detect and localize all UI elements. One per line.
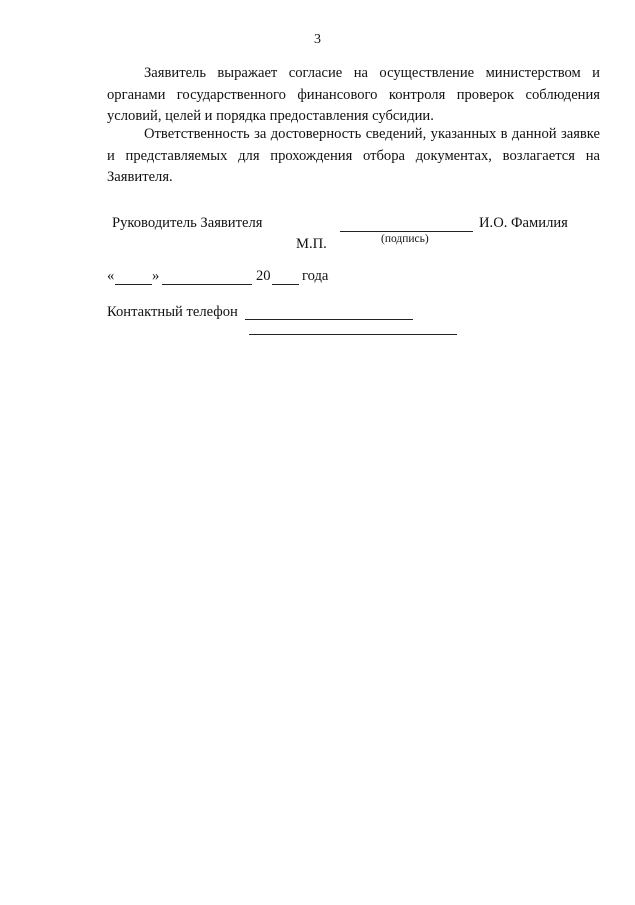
signature-line (340, 231, 473, 232)
page-number: 3 (314, 32, 321, 47)
consent-paragraph: Заявитель выражает согласие на осуществление министерством и органами государственного финансового контроля проверок соблюдения условий, целей и порядка предоставления субсидии. (107, 65, 600, 124)
date-open-quote: « (107, 268, 115, 284)
year-blank-line (272, 284, 299, 285)
contact-phone-label: Контактный телефон (107, 304, 238, 320)
signatory-name: И.О. Фамилия (479, 215, 568, 231)
date-close-quote: » (152, 268, 160, 284)
year-suffix: года (302, 268, 329, 284)
day-blank-line (115, 284, 152, 285)
contact-phone-line (245, 319, 413, 320)
responsibility-paragraph: Ответственность за достоверность сведений, указанных в данной заявке и представляемых для прохождения отбора документах, возлагается на Заявителя. (107, 126, 600, 185)
head-label: Руководитель Заявителя (112, 215, 263, 231)
month-blank-line (162, 284, 252, 285)
closing-rule (249, 334, 457, 335)
year-prefix: 20 (256, 268, 271, 284)
stamp-label: М.П. (296, 236, 327, 252)
signature-caption: (подпись) (381, 233, 429, 245)
